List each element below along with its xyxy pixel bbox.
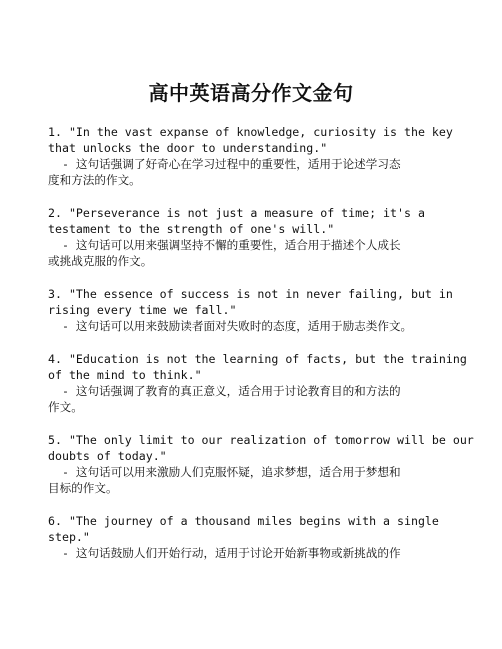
quote-line: testament to the strength of one's will." xyxy=(48,222,335,236)
quote-line: 2. "Perseverance is not just a measure of time; it's a xyxy=(48,206,425,220)
quote-line: rising every time we fall." xyxy=(48,303,237,317)
quote-item-5 xyxy=(48,432,474,496)
quote-list xyxy=(48,124,474,578)
document-title: 高中英语高分作文金句 xyxy=(148,81,354,105)
quote-line: 3. "The essence of success is not in never failing, but in xyxy=(48,287,453,301)
note-line: 作文。 xyxy=(48,400,83,414)
note-line: - 这句话可以用来激励人们克服怀疑，追求梦想，适合用于梦想和 xyxy=(48,465,401,479)
quote-item-4 xyxy=(48,351,468,415)
note-line: - 这句话可以用来鼓励读者面对失败时的态度，适用于励志类作文。 xyxy=(48,319,413,333)
quote-line: doubts of today." xyxy=(48,449,167,463)
quote-item-2 xyxy=(48,205,468,269)
quote-item-6 xyxy=(48,513,468,561)
quote-line: 4. "Education is not the learning of facts, but the training xyxy=(48,352,467,366)
quote-line: step." xyxy=(48,530,90,544)
quote-line: 5. "The only limit to our realization of tomorrow will be our xyxy=(48,433,474,447)
quote-line: of the mind to think." xyxy=(48,368,202,382)
note-line: - 这句话可以用来强调坚持不懈的重要性，适合用于描述个人成长 xyxy=(48,238,401,252)
note-line: - 这句话强调了好奇心在学习过程中的重要性，适用于论述学习态 xyxy=(48,157,401,171)
note-line: - 这句话强调了教育的真正意义，适合用于讨论教育目的和方法的 xyxy=(48,384,401,398)
note-line: - 这句话鼓励人们开始行动，适用于讨论开始新事物或新挑战的作 xyxy=(48,546,401,560)
quote-line: 6. "The journey of a thousand miles begins with a single xyxy=(48,514,439,528)
quote-item-3 xyxy=(48,286,468,334)
quote-line: that unlocks the door to understanding." xyxy=(48,141,328,155)
quote-line: 1. "In the vast expanse of knowledge, curiosity is the key xyxy=(48,125,453,139)
quote-item-1 xyxy=(48,124,468,188)
note-line: 目标的作文。 xyxy=(48,481,118,495)
note-line: 度和方法的作文。 xyxy=(48,173,141,187)
note-line: 或挑战克服的作文。 xyxy=(48,254,153,268)
